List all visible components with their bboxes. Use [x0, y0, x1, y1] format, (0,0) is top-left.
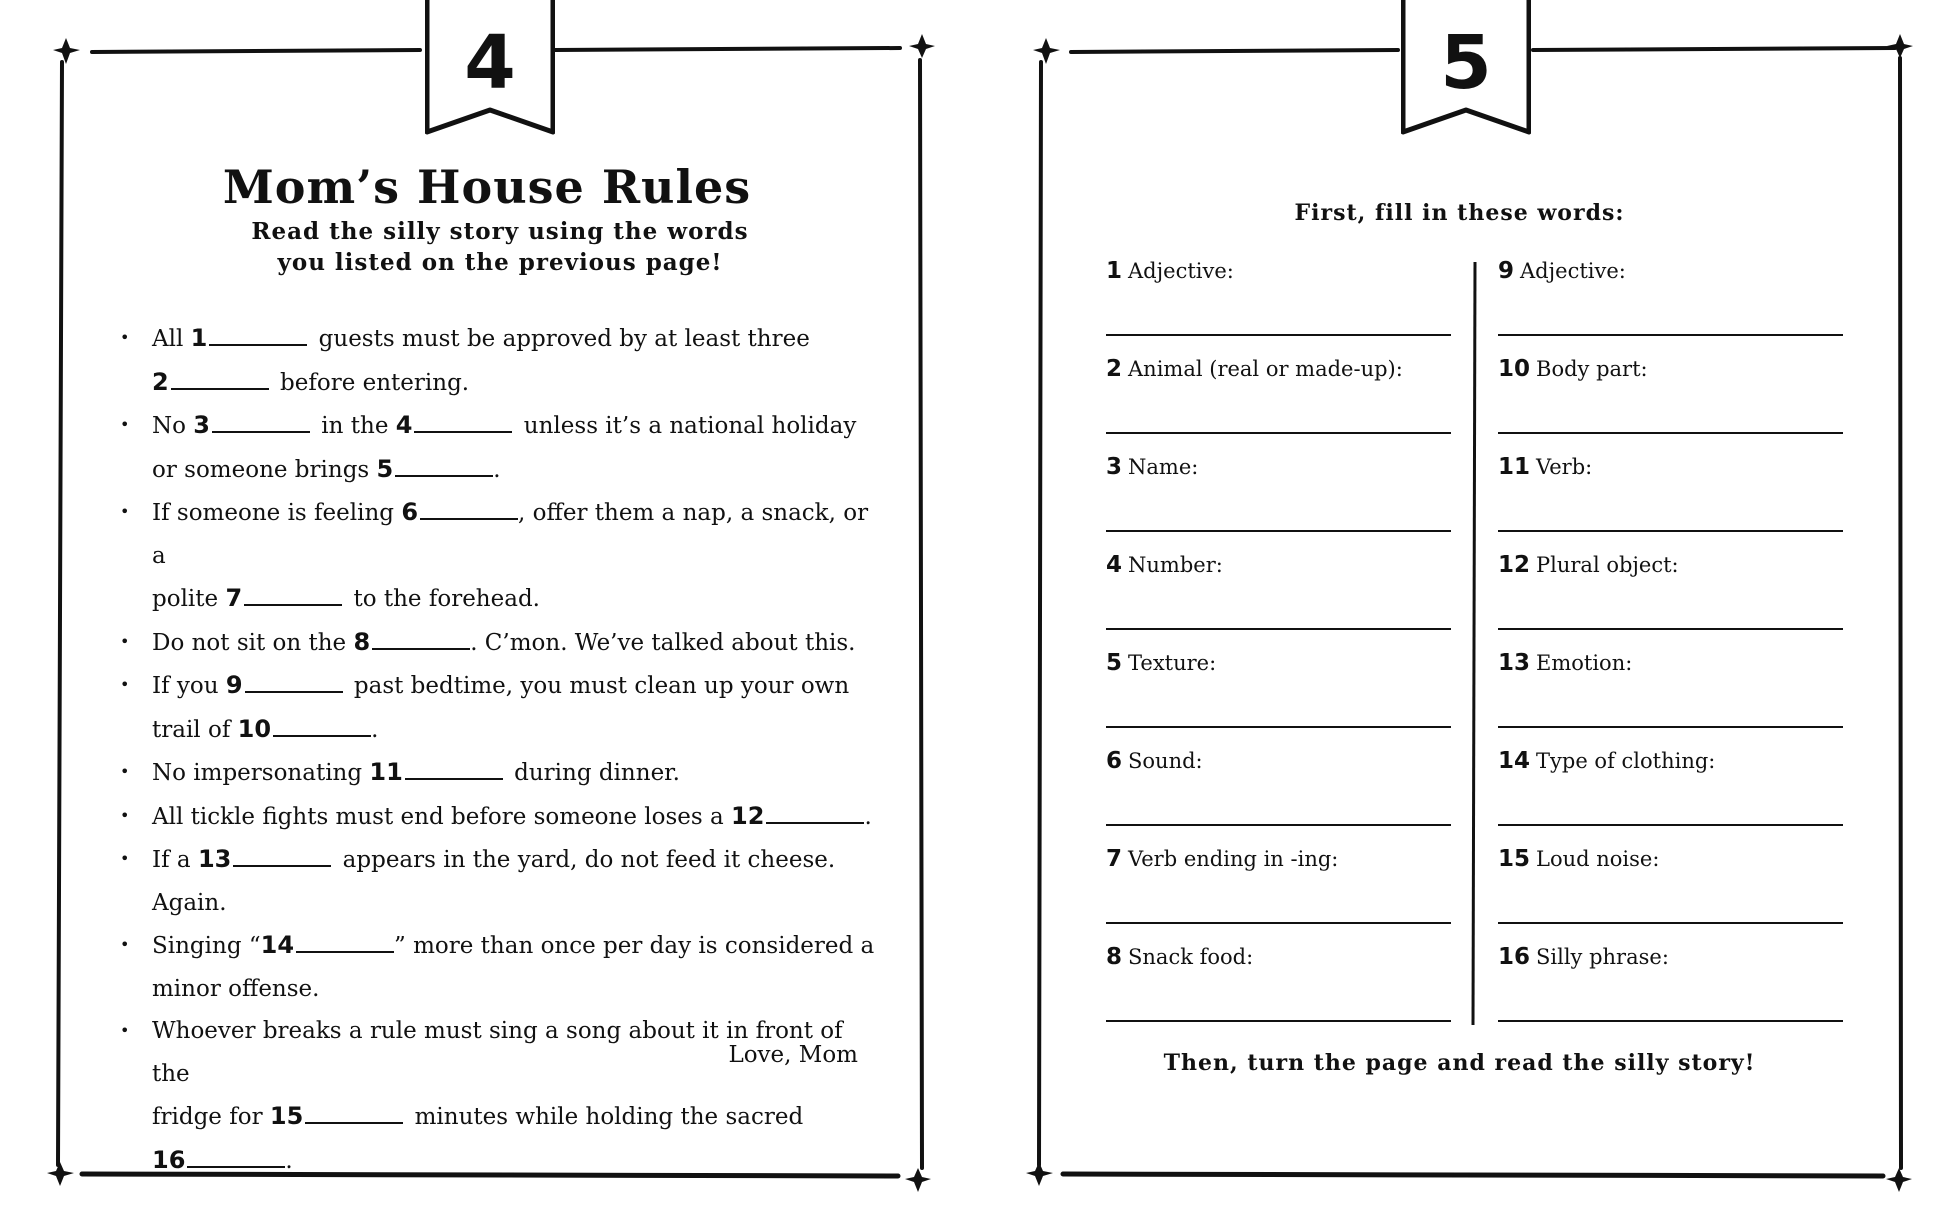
bullet: •: [120, 935, 130, 954]
page-number-banner: [425, 0, 555, 146]
word-entry: [1106, 846, 1451, 944]
answer-line[interactable]: [1498, 1020, 1843, 1022]
bullet: •: [120, 675, 130, 694]
answer-line[interactable]: [1106, 334, 1451, 336]
bullet: •: [120, 805, 130, 825]
blank-number: 15: [269, 1102, 304, 1130]
blank-number: 10: [237, 714, 272, 743]
answer-line[interactable]: [1498, 628, 1843, 630]
fill-blank: [766, 821, 864, 824]
rule-text: If a: [152, 847, 198, 873]
fill-blank: [420, 517, 518, 520]
list-item: [120, 1010, 880, 1182]
word-entry: [1498, 258, 1843, 356]
rule-text: guests must be approved by at least three: [311, 326, 810, 352]
word-label: Loud noise:: [1536, 847, 1660, 871]
word-number: 2: [1106, 356, 1123, 382]
fill-blank: [212, 430, 310, 433]
word-entry: [1498, 454, 1843, 552]
page-number: 5: [1440, 20, 1492, 106]
blank-number: 11: [369, 758, 403, 786]
word-label: Adjective:: [1128, 259, 1234, 283]
word-number: 16: [1498, 944, 1531, 970]
fill-blank: [414, 430, 512, 433]
fill-blank: [405, 777, 503, 780]
rule-text: Whoever breaks a rule must sing a song about it in front of the: [152, 1018, 843, 1087]
word-entry: [1106, 748, 1451, 846]
subtitle-line: Read the silly story using the words: [251, 218, 749, 245]
bullet: •: [120, 502, 130, 521]
subtitle-line: you listed on the previous page!: [277, 249, 723, 276]
answer-line[interactable]: [1498, 824, 1843, 826]
fill-blank: [395, 474, 493, 477]
word-number: 12: [1498, 552, 1531, 578]
fill-blank: [372, 647, 470, 650]
fill-blank: [305, 1121, 403, 1124]
word-label: Sound:: [1128, 749, 1203, 773]
answer-line[interactable]: [1106, 530, 1451, 532]
fill-blank: [209, 343, 307, 346]
word-entry: [1106, 650, 1451, 748]
rule-text: Do not sit on the: [152, 629, 354, 656]
rule-text: polite: [152, 586, 226, 612]
answer-line[interactable]: [1106, 922, 1451, 924]
rule-text: fridge for: [152, 1104, 270, 1130]
right-page: [973, 0, 1946, 1216]
word-number: 7: [1106, 846, 1123, 872]
bullet: •: [120, 849, 130, 868]
word-number: 6: [1106, 748, 1123, 774]
page-title: Mom’s House Rules: [222, 160, 752, 214]
answer-line[interactable]: [1106, 824, 1451, 826]
rule-text: before entering.: [272, 369, 470, 396]
rule-text: All tickle fights must end before someone loses a: [152, 803, 732, 830]
word-entry: [1106, 552, 1451, 650]
fill-blank: [171, 387, 269, 390]
word-number: 5: [1106, 650, 1123, 676]
blank-number: 13: [197, 845, 232, 873]
answer-line[interactable]: [1498, 530, 1843, 532]
word-number: 3: [1106, 454, 1123, 480]
word-entry: [1498, 846, 1843, 944]
rule-text: appears in the yard, do not feed it cheese. Again.: [152, 847, 836, 916]
list-item: [120, 924, 880, 1010]
blank-number: 8: [353, 627, 371, 656]
word-number: 4: [1106, 552, 1123, 578]
word-label: Number:: [1128, 553, 1223, 577]
signoff: Love, Mom: [728, 1042, 858, 1068]
word-label: Animal (real or made-up):: [1128, 357, 1403, 381]
word-label: Silly phrase:: [1536, 945, 1669, 969]
rule-text: Singing “: [152, 933, 261, 959]
word-number: 10: [1498, 356, 1531, 382]
rule-text: to the forehead.: [346, 586, 540, 612]
answer-line[interactable]: [1498, 726, 1843, 728]
bullet: •: [120, 415, 130, 434]
word-entry: [1106, 944, 1451, 1042]
list-item: [120, 491, 880, 621]
blank-number: 14: [260, 931, 295, 959]
footer-instruction: Then, turn the page and read the silly story!: [1163, 1050, 1756, 1076]
word-number: 8: [1106, 944, 1123, 970]
fill-blank: [273, 734, 371, 737]
word-entry: [1106, 454, 1451, 552]
blank-number: 12: [731, 801, 765, 830]
word-label: Emotion:: [1536, 651, 1633, 675]
word-entry: [1498, 552, 1843, 650]
word-entry: [1498, 944, 1843, 1042]
word-number: 14: [1498, 748, 1531, 774]
rule-text: unless it’s a national holiday: [516, 413, 857, 439]
word-label: Verb ending in -ing:: [1128, 847, 1339, 871]
word-entry: [1498, 748, 1843, 846]
fill-blank: [187, 1165, 285, 1168]
word-label: Type of clothing:: [1536, 749, 1716, 773]
word-entry: [1498, 650, 1843, 748]
word-label: Body part:: [1536, 357, 1648, 381]
word-entry: [1106, 258, 1451, 356]
word-label: Texture:: [1128, 651, 1217, 675]
fill-blank: [244, 603, 342, 606]
page-number: 4: [464, 20, 516, 106]
list-item: [120, 751, 880, 795]
word-number: 15: [1498, 846, 1531, 872]
rule-text: .: [864, 803, 872, 830]
rule-text: .: [493, 456, 501, 483]
word-label: Snack food:: [1128, 945, 1254, 969]
word-label: Name:: [1128, 455, 1199, 479]
blank-number: 1: [190, 324, 208, 352]
fill-blank: [245, 690, 343, 693]
word-label: Plural object:: [1536, 553, 1679, 577]
rule-text: ” more than once per day is considered a: [394, 933, 875, 959]
rule-text: If someone is feeling: [152, 500, 402, 526]
list-item: [120, 317, 880, 404]
rule-text: minor offense.: [152, 975, 320, 1002]
rule-text: . C’mon. We’ve talked about this.: [470, 629, 856, 656]
blank-number: 5: [376, 454, 394, 483]
rule-text: in the: [314, 413, 396, 439]
bullet: •: [120, 631, 130, 651]
list-item: [120, 795, 880, 839]
list-item: [120, 664, 880, 751]
rule-text: .: [371, 716, 379, 743]
answer-line[interactable]: [1106, 628, 1451, 630]
rule-text: during dinner.: [506, 760, 680, 786]
word-entry: [1106, 356, 1451, 454]
bullet: •: [120, 762, 130, 781]
word-entry: [1498, 356, 1843, 454]
rule-text: trail of: [152, 716, 238, 743]
word-number: 9: [1498, 258, 1515, 284]
word-list-left: [1106, 258, 1451, 1042]
answer-line[interactable]: [1498, 432, 1843, 434]
word-list-right: [1498, 258, 1843, 1042]
blank-number: 7: [225, 584, 243, 612]
rule-text: If you: [152, 673, 226, 699]
page-number-banner: [1401, 0, 1531, 146]
blank-number: 16: [152, 1145, 186, 1174]
column-divider: [1473, 262, 1475, 1025]
blank-number: 9: [225, 671, 243, 699]
answer-line[interactable]: [1498, 922, 1843, 924]
list-item: [120, 404, 880, 491]
rule-text: No: [152, 413, 194, 439]
answer-line[interactable]: [1106, 726, 1451, 728]
answer-line[interactable]: [1106, 432, 1451, 434]
list-item: [120, 838, 880, 924]
rule-text: past bedtime, you must clean up your own: [346, 673, 850, 699]
fill-in-heading: First, fill in these words:: [1294, 200, 1625, 226]
word-number: 13: [1498, 650, 1531, 676]
word-label: Verb:: [1536, 455, 1593, 479]
rule-text: or someone brings: [152, 456, 377, 483]
word-number: 11: [1498, 454, 1531, 480]
blank-number: 2: [152, 367, 169, 396]
blank-number: 6: [401, 498, 419, 526]
blank-number: 4: [395, 411, 413, 439]
fill-blank: [233, 864, 331, 867]
bullet: •: [120, 328, 130, 347]
rule-text: , offer them a nap, a snack, or a: [152, 500, 869, 569]
rule-text: All: [152, 326, 191, 352]
rule-text: .: [285, 1147, 293, 1174]
answer-line[interactable]: [1498, 334, 1843, 336]
bullet: •: [120, 1021, 130, 1040]
answer-line[interactable]: [1106, 1020, 1451, 1022]
rule-text: minutes while holding the sacred: [407, 1104, 804, 1130]
word-number: 1: [1106, 258, 1123, 284]
word-label: Adjective:: [1520, 259, 1626, 283]
list-item: [120, 621, 880, 665]
subtitle: [0, 216, 1000, 278]
rule-text: No impersonating: [152, 760, 370, 786]
fill-blank: [296, 950, 394, 953]
blank-number: 3: [193, 411, 210, 439]
